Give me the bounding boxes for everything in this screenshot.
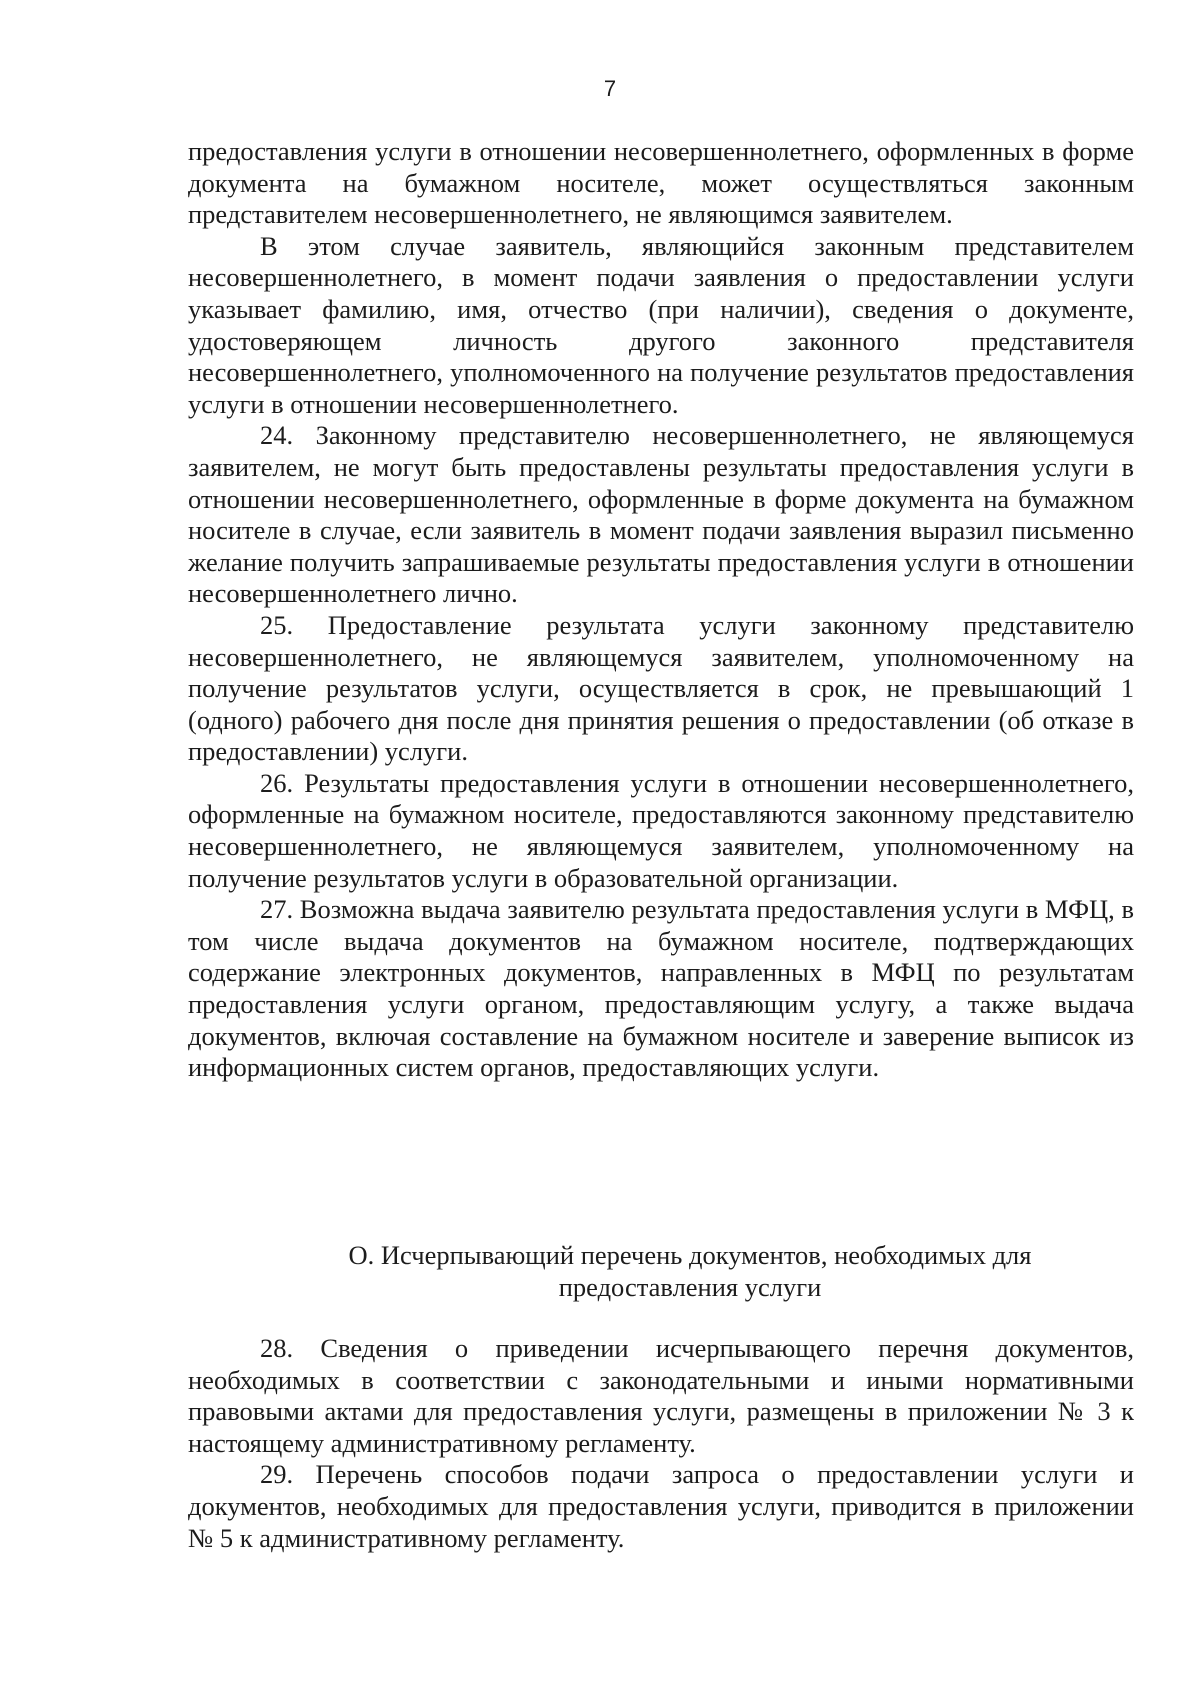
paragraph-continuation: предоставления услуги в отношении несовершеннолетнего, оформленных в форме документа на бумажном носителе, может осуществляться законным представителем несовершеннолетнего, не являющимся заявителем. [188, 136, 1134, 230]
paragraph-legal-representative: В этом случае заявитель, являющийся законным представителем несовершеннолетнего, в момент подачи заявления о предоставлении услуги указывает фамилию, имя, отчество (при наличии), сведения о документе, удостоверяющем личность другого законного представителя несовершеннолетнего, уполномоченного на получение результатов предоставления услуги в отношении несовершеннолетнего. [188, 230, 1134, 419]
section-heading [300, 1240, 1080, 1303]
body-text-upper [188, 136, 1134, 1084]
section-heading-line-2: предоставления услуги [558, 1271, 822, 1302]
page-number: 7 [603, 76, 617, 101]
paragraph-24: 24. Законному представителю несовершеннолетнего, не являющемуся заявителем, не могут быть предоставлены результаты предоставления услуги в отношении несовершеннолетнего, оформленные в форме документа на бумажном носителе в случае, если заявитель в момент подачи заявления выразил письменно желание получить запрашиваемые результаты предоставления услуги в отношении несовершеннолетнего лично. [188, 420, 1134, 609]
section-heading-line-1: О. Исчерпывающий перечень документов, необходимых для [348, 1240, 1032, 1270]
body-text-lower [188, 1333, 1134, 1554]
paragraph-28: 28. Сведения о приведении исчерпывающего перечня документов, необходимых в соответствии с законодательными и иными нормативными правовыми актами для предоставления услуги, размещены в приложении № 3 к настоящему административному регламенту. [188, 1333, 1134, 1458]
paragraph-29: 29. Перечень способов подачи запроса о предоставлении услуги и документов, необходимых для предоставления услуги, приводится в приложении № 5 к административному регламенту. [188, 1459, 1134, 1553]
paragraph-26: 26. Результаты предоставления услуги в отношении несовершеннолетнего, оформленные на бумажном носителе, предоставляются законному представителю несовершеннолетнего, не являющемуся заявителем, уполномоченному на получение результатов услуги в образовательной организации. [188, 767, 1134, 893]
paragraph-25: 25. Предоставление результата услуги законному представителю несовершеннолетнего, не являющемуся заявителем, уполномоченному на получение результатов услуги, осуществляется в срок, не превышающий 1 (одного) рабочего дня после дня принятия решения о предоставлении (об отказе в предоставлении) услуги. [188, 609, 1134, 767]
paragraph-27: 27. Возможна выдача заявителю результата предоставления услуги в МФЦ, в том числе выдача документов на бумажном носителе, подтверждающих содержание электронных документов, направленных в МФЦ по результатам предоставления услуги органом, предоставляющим услугу, а также выдача документов, включая составление на бумажном носителе и заверение выписок из информационных систем органов, предоставляющих услуги. [188, 894, 1134, 1083]
